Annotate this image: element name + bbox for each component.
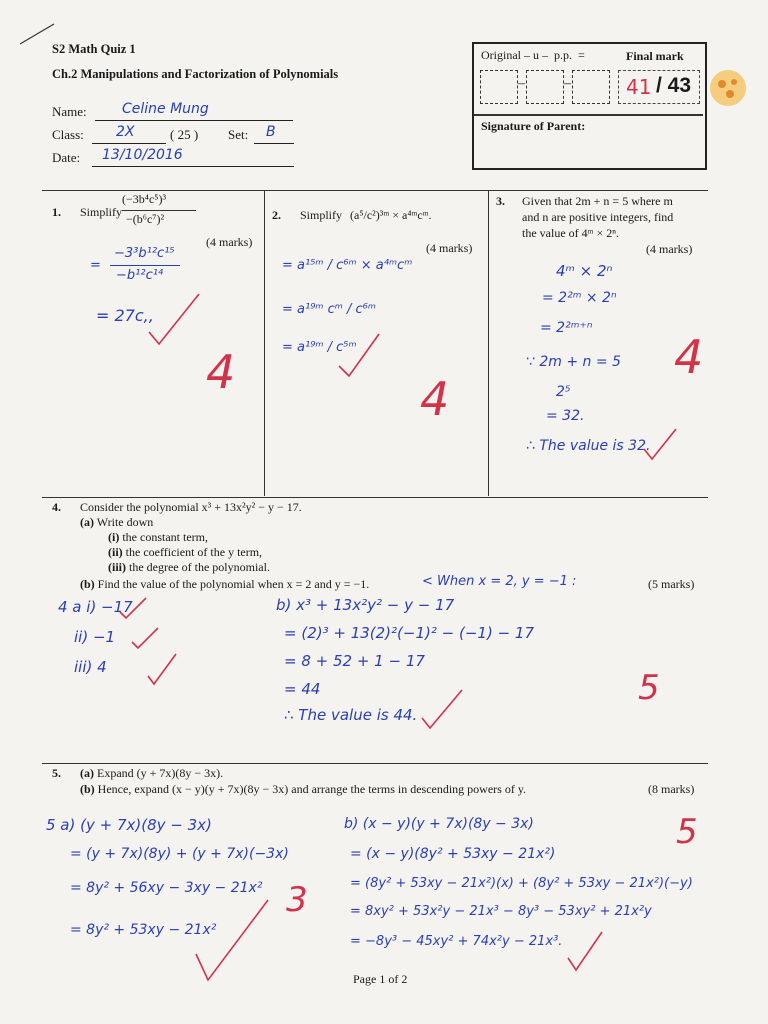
original-score-box [480,70,518,104]
q1-numerator: (−3b⁴c⁵)³ [122,192,167,206]
q2-work1: = a¹⁵ᵐ / c⁶ᵐ × a⁴ᵐcᵐ [282,258,413,273]
q1-number: 1. [52,205,61,219]
q5-ans-b1: b) (x − y)(y + 7x)(8y − 3x) [344,816,534,832]
q4-a: (a) Write down [80,515,154,529]
q1-work2: = 27c,, [96,306,154,325]
q3-work2: = 2²ᵐ × 2ⁿ [542,290,617,306]
date-line [92,166,294,167]
q2-work3: = a¹⁹ᵐ / c⁵ᵐ [282,340,357,355]
q4-b-tick-icon [420,688,464,732]
q4-a-iii-tick-icon [146,652,178,686]
q5-b-score: 5 [676,812,698,852]
q4-ans-b4: = 44 [284,680,321,698]
mark-box-divider [474,114,703,116]
q3-score: 4 [674,330,704,384]
date-value: 13/10/2016 [102,147,183,163]
q1-eq-sign: = [90,258,101,273]
q4-ans-b3: = 8 + 52 + 1 − 17 [284,652,425,670]
q5-ans-a4: = 8y² + 53xy − 21x² [70,922,217,938]
q4-b: (b) Find the value of the polynomial when x = 2 and y = −1. [80,577,370,591]
q5-ans-b5: = −8y³ − 45xy² + 74x²y − 21x³. [350,934,563,949]
q5-ans-a3: = 8y² + 56xy − 3xy − 21x² [70,880,263,896]
q5-b-tick-icon [566,930,606,974]
name-label: Name: [52,104,87,119]
q3-work3: = 2²ᵐ⁺ⁿ [540,320,593,336]
q4-a-ii: (ii) the coefficient of the y term, [108,545,263,559]
q2-score: 4 [420,372,450,426]
q1-marks: (4 marks) [206,235,253,249]
q4-ans-a-i: 4 a i) −17 [58,598,133,616]
minus-sign-1: – [518,76,525,91]
set-label: Set: [228,127,249,142]
top-rule [42,190,708,191]
q2-work2: = a¹⁹ᵐ cᵐ / c⁶ᵐ [282,302,376,317]
q1-work-bar [110,265,180,266]
set-line [254,143,294,144]
q1-work1-num: −3³b¹²c¹⁵ [114,246,175,261]
q3-line2: and n are positive integers, find [522,210,674,224]
q4-score: 5 [638,668,660,708]
q1-work1-den: −b¹²c¹⁴ [116,268,164,283]
q2-expression: (a⁵/c²)³ᵐ × a⁴ᵐcᵐ. [350,208,432,222]
q5-a-tick-icon [194,898,270,984]
q5-ans-b3: = (8y² + 53xy − 21x²)(x) + (8y² + 53xy − 21x²)(−y) [350,876,693,891]
q5-ans-a1: 5 a) (y + 7x)(8y − 3x) [46,816,212,834]
q5-b: (b) Hence, expand (x − y)(y + 7x)(8y − 3x) and arrange the terms in descending powers of y. [80,782,527,796]
final-mark-label: Final mark [626,49,684,63]
class-label: Class: [52,127,84,142]
signature-label: Signature of Parent: [481,119,586,133]
q5-ans-b2: = (x − y)(8y² + 53xy − 21x²) [350,846,556,862]
q1-tick-icon [145,290,205,350]
final-total: / 43 [656,74,692,97]
original-label: Original – u – p.p. = [481,48,585,62]
col-divider-1 [264,190,265,496]
date-label: Date: [52,150,81,165]
q4-number: 4. [52,500,61,514]
q4-ans-b5: ∴ The value is 44. [284,706,418,724]
pp-score-box [572,70,610,104]
q3-work4: ∵ 2m + n = 5 [526,354,621,370]
quiz-title: S2 Math Quiz 1 [52,42,136,56]
q4-b-note: < When x = 2, y = −1 : [422,574,577,589]
q4-a-i-tick-icon [118,596,148,620]
q2-prompt: Simplify [300,208,343,222]
q2-tick-icon [335,330,385,380]
q3-tick-icon [640,425,680,465]
q5-number: 5. [52,766,61,780]
q4-rule [42,497,708,498]
minus-sign-2: – [564,76,571,91]
class-value: 2X [116,124,135,140]
name-line [95,120,293,121]
q3-work6: = 32. [546,408,585,424]
q4-a-i: (i) the constant term, [108,530,208,544]
page-number: Page 1 of 2 [353,972,408,986]
q4-a-iii: (iii) the degree of the polynomial. [108,560,270,574]
q4-ans-b1: b) x³ + 13x²y² − y − 17 [276,596,455,614]
q5-a-score: 3 [286,880,308,920]
q4-a-ii-tick-icon [130,626,160,650]
final-score: 41 [626,75,652,99]
q3-marks: (4 marks) [646,242,693,256]
q5-rule [42,763,708,764]
q4-prompt: Consider the polynomial x³ + 13x²y² − y − 17. [80,500,302,514]
q1-denominator: −(b⁶c⁷)² [126,212,165,226]
u-score-box [526,70,564,104]
q4-ans-b2: = (2)³ + 13(2)²(−1)² − (−1) − 17 [284,624,534,642]
set-value: B [266,124,276,140]
q5-marks: (8 marks) [648,782,695,796]
q2-marks: (4 marks) [426,241,473,255]
q3-work1: 4ᵐ × 2ⁿ [556,262,613,280]
q1-fraction-bar [122,210,196,211]
q4-ans-a-iii: iii) 4 [74,658,107,676]
sticker-icon [704,66,752,110]
q2-number: 2. [272,208,281,222]
q4-ans-a-ii: ii) −1 [74,628,116,646]
q1-score: 4 [206,345,236,399]
q3-line3: the value of 4ᵐ × 2ⁿ. [522,226,620,240]
q5-ans-a2: = (y + 7x)(8y) + (y + 7x)(−3x) [70,846,289,862]
q3-work5: 2⁵ [556,384,571,400]
class-number: ( 25 ) [170,127,199,142]
q4-marks: (5 marks) [648,577,695,591]
col-divider-2 [488,190,489,496]
q3-line1: Given that 2m + n = 5 where m [522,194,673,208]
class-line [92,143,166,144]
q3-work7: ∴ The value is 32. [526,438,651,454]
name-value: Celine Mung [122,101,209,117]
q5-ans-b4: = 8xy² + 53x²y − 21x³ − 8y³ − 53xy² + 21x²y [350,904,652,919]
q1-prompt: Simplify [80,205,123,219]
q5-a: (a) Expand (y + 7x)(8y − 3x). [80,766,224,780]
chapter-title: Ch.2 Manipulations and Factorization of Polynomials [52,67,339,81]
q3-number: 3. [496,194,505,208]
